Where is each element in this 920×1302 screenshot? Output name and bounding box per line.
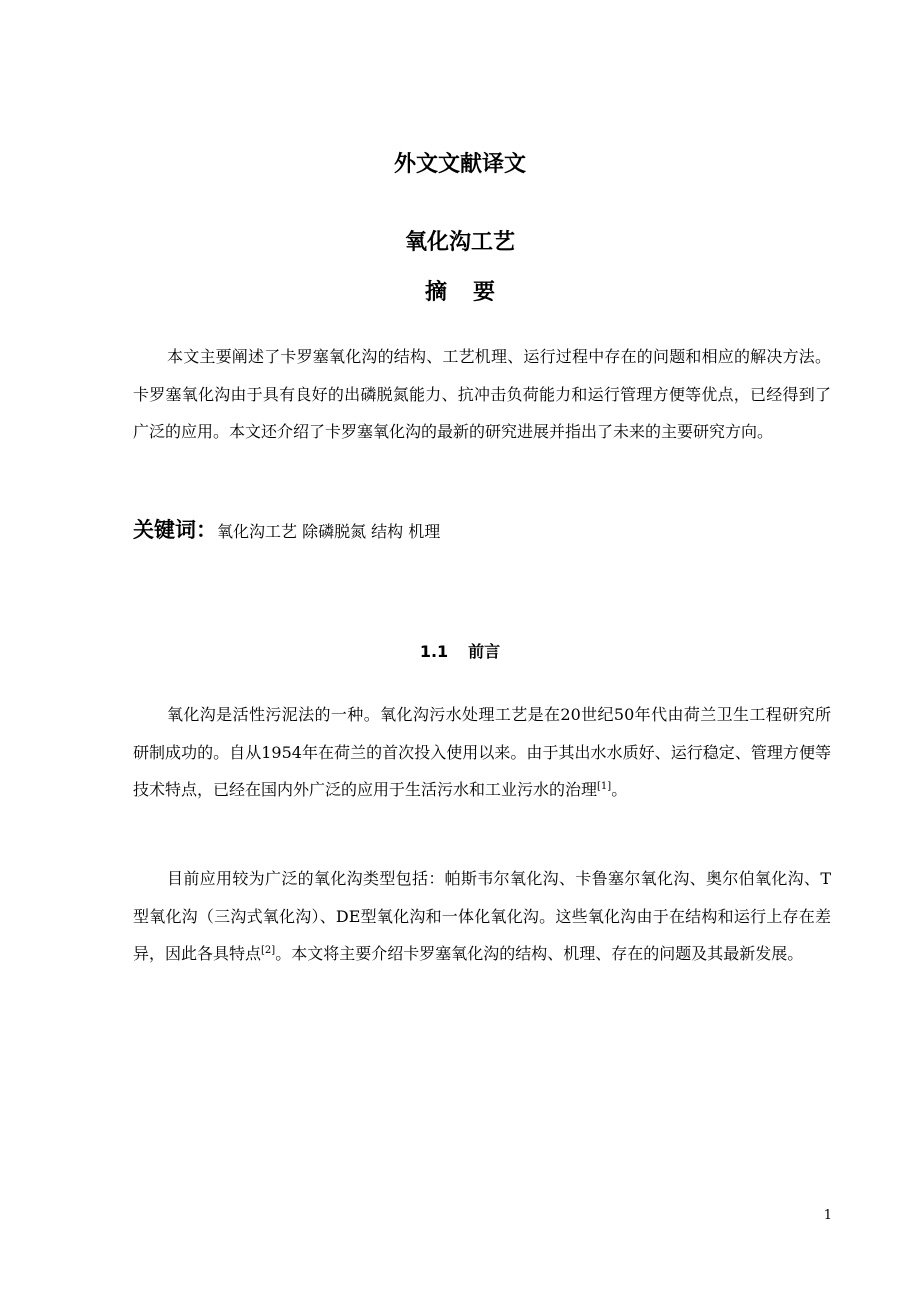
intro-paragraph-1 bbox=[133, 696, 831, 809]
abstract-paragraph: 本文主要阐述了卡罗塞氧化沟的结构、工艺机理、运行过程中存在的问题和相应的解决方法。卡罗塞氧化沟由于具有良好的出磷脱氮能力、抗冲击负荷能力和运行管理方便等优点，已经得到了广泛的应用。本文还介绍了卡罗塞氧化沟的最新的研究进展并指出了未来的主要研究方向。 bbox=[133, 347, 831, 441]
keywords-list: 氧化沟工艺 除磷脱氮 结构 机理 bbox=[217, 522, 441, 541]
section-number: 1.1 bbox=[419, 642, 449, 661]
intro-paragraph-1-text: 氧化沟是活性污泥法的一种。氧化沟污水处理工艺是在20世纪50年代由荷兰卫生工程研究所研制成功的。自从1954年在荷兰的首次投入使用以来。由于其出水水质好、运行稳定、管理方便等技术特点，已经在国内外广泛的应用于生活污水和工业污水的治理 bbox=[133, 705, 831, 799]
abstract-heading: 摘要 bbox=[424, 280, 521, 305]
intro-paragraph-2-tail: 。本文将主要介绍卡罗塞氧化沟的结构、机理、存在的问题及其最新发展。 bbox=[275, 944, 804, 963]
intro-paragraph-2 bbox=[133, 860, 831, 973]
keywords-label: 关键词： bbox=[133, 518, 217, 542]
citation-2: [2] bbox=[261, 945, 276, 956]
document-title: 外文文献译文 bbox=[393, 152, 526, 177]
intro-paragraph-2-text: 目前应用较为广泛的氧化沟类型包括：帕斯韦尔氧化沟、卡鲁塞尔氧化沟、奥尔伯氧化沟、T型氧化沟（三沟式氧化沟）、DE型氧化沟和一体化氧化沟。这些氧化沟由于在结构和运行上存在差异，因此各具特点 bbox=[133, 869, 831, 963]
page-number: 1 bbox=[823, 1208, 832, 1223]
section-title: 前言 bbox=[468, 642, 501, 661]
intro-paragraph-1-tail: 。 bbox=[611, 780, 628, 799]
citation-1: [1] bbox=[597, 781, 612, 792]
section-heading bbox=[0, 640, 920, 664]
paper-title: 氧化沟工艺 bbox=[404, 230, 515, 255]
keywords-line bbox=[133, 512, 833, 550]
